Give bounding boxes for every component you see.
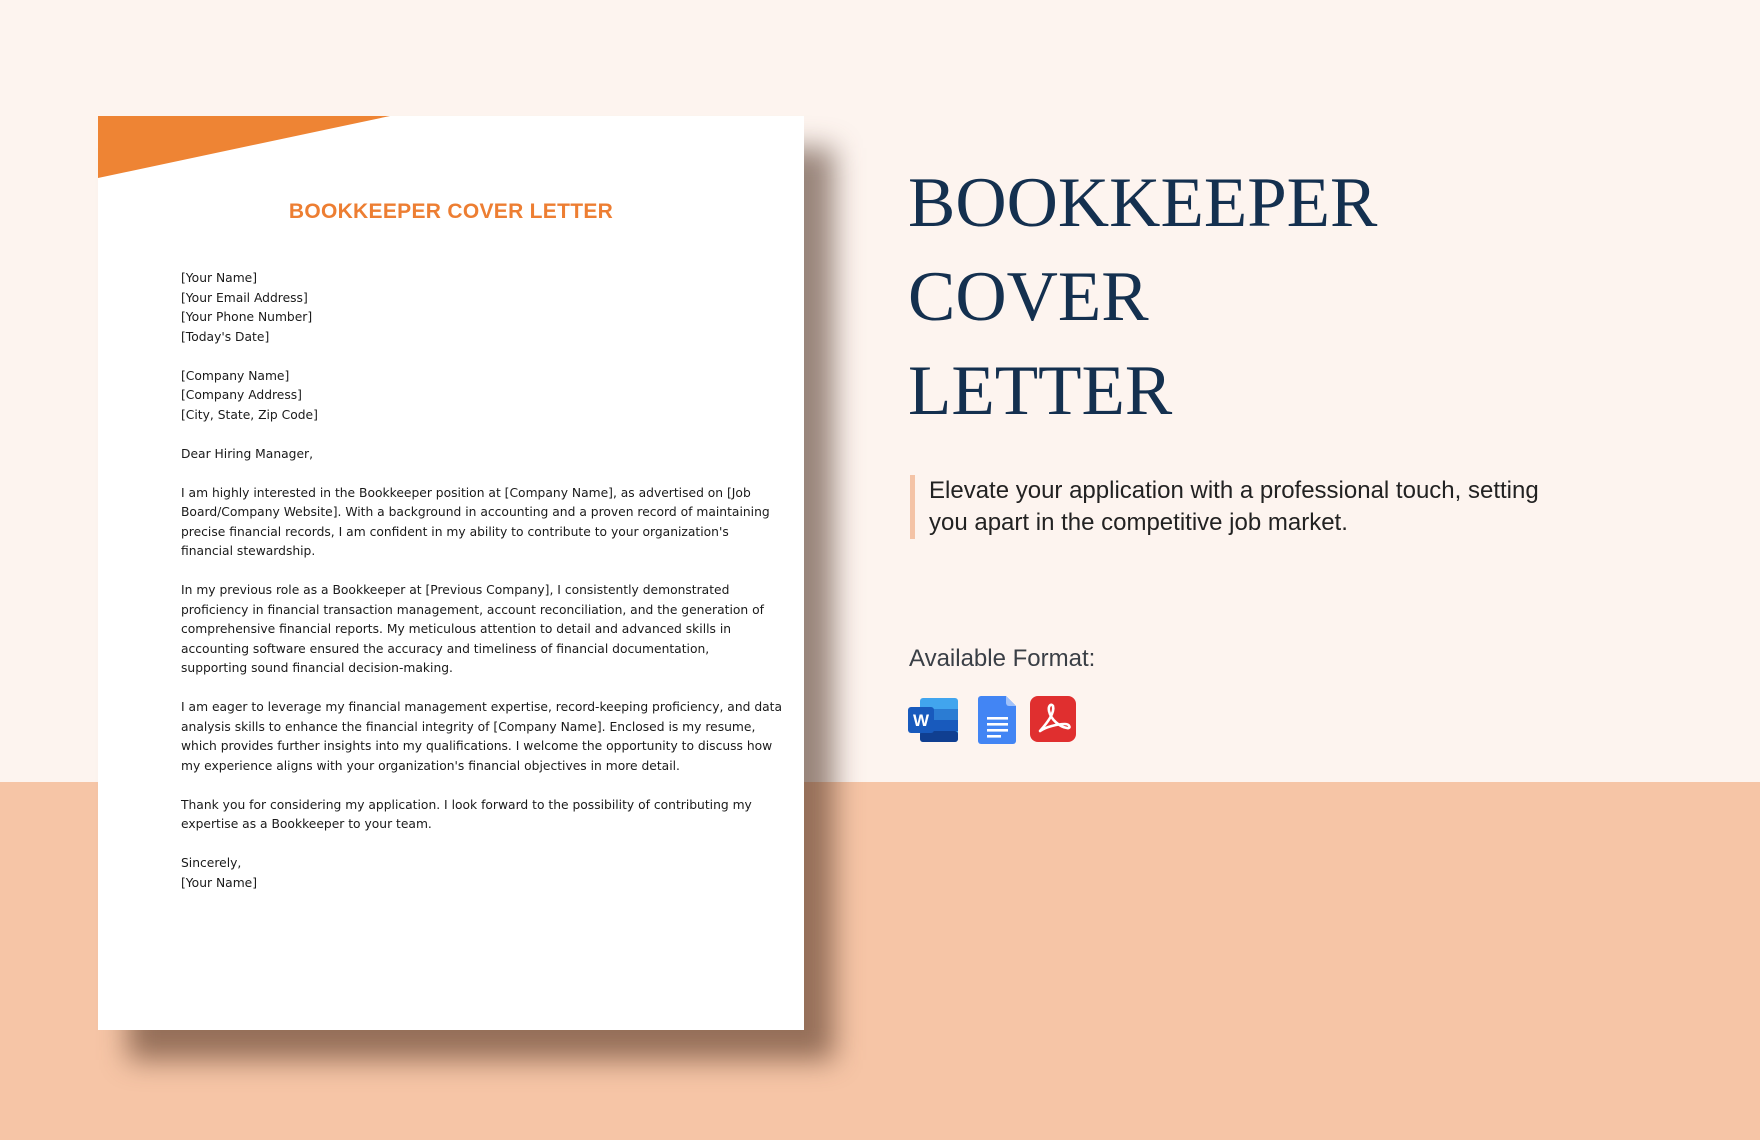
sender-line: [Today's Date] [181, 329, 270, 344]
word-icon[interactable] [908, 696, 960, 744]
paragraph-line: which provides further insights into my qualifications. I welcome the opportunity to discuss how [181, 739, 773, 753]
paragraph-line: In my previous role as a Bookkeeper at [Previous Company], I consistently demonstrated [181, 583, 730, 597]
headline [908, 156, 1377, 438]
tagline: Elevate your application with a professional touch, setting you apart in the competitive job market. [910, 475, 1569, 539]
recipient-block [181, 367, 741, 426]
paragraph-line: Thank you for considering my application. I look forward to the possibility of contributing my [181, 797, 752, 812]
recipient-line: [City, State, Zip Code] [181, 407, 318, 422]
sender-line: [Your Name] [181, 271, 258, 285]
sender-block [181, 269, 741, 347]
paragraph-4 [181, 796, 752, 835]
signature: [Your Name] [181, 875, 258, 890]
sender-line: [Your Phone Number] [181, 310, 313, 324]
salutation: Dear Hiring Manager, [181, 446, 313, 461]
headline-line: LETTER [908, 352, 1173, 430]
sender-line: [Your Email Address] [181, 290, 308, 305]
paragraph-1 [181, 484, 770, 562]
paragraph-line: proficiency in financial transaction management, account reconciliation, and the generation of [181, 602, 764, 617]
document-title: BOOKKEEPER COVER LETTER [288, 200, 614, 223]
closing: Sincerely, [181, 856, 242, 870]
recipient-line: [Company Address] [181, 388, 302, 402]
paragraph-line: Board/Company Website]. With a background in accounting and a proven record of maintaining [181, 505, 770, 519]
available-format-label: Available Format: [909, 645, 1096, 672]
word-icon-letter: W [912, 711, 930, 730]
paragraph-line: expertise as a Bookkeeper to your team. [181, 817, 432, 831]
headline-line: BOOKKEEPER [908, 164, 1378, 242]
paragraph-line: my experience aligns with your organization's financial objectives in more detail. [181, 758, 680, 773]
paragraph-line: analysis skills to enhance the financial integrity of [Company Name]. Enclosed is my resume, [181, 719, 756, 734]
orange-corner-accent [98, 116, 390, 178]
paragraph-2 [181, 581, 764, 679]
google-docs-icon[interactable] [978, 696, 1018, 744]
paragraph-line: precise financial records, I am confident in my ability to contribute to your organization's [181, 524, 729, 539]
pdf-icon[interactable] [1030, 696, 1076, 742]
paragraph-line: financial stewardship. [181, 544, 316, 558]
paragraph-line: accounting software ensured the accuracy and timeliness of financial documentation, [181, 641, 710, 656]
closing-block [181, 854, 741, 893]
headline-line: COVER [908, 258, 1149, 336]
paragraph-line: supporting sound financial decision-making. [181, 661, 453, 675]
document-preview [98, 116, 804, 1030]
recipient-line: [Company Name] [181, 368, 290, 383]
paragraph-line: comprehensive financial reports. My meticulous attention to detail and advanced skills in [181, 622, 732, 636]
paragraph-line: I am eager to leverage my financial management expertise, record-keeping proficiency, and data [181, 700, 783, 714]
paragraph-line: I am highly interested in the Bookkeeper position at [Company Name], as advertised on [Job [181, 485, 751, 500]
letter-body [181, 269, 783, 913]
paragraph-3 [181, 698, 783, 776]
